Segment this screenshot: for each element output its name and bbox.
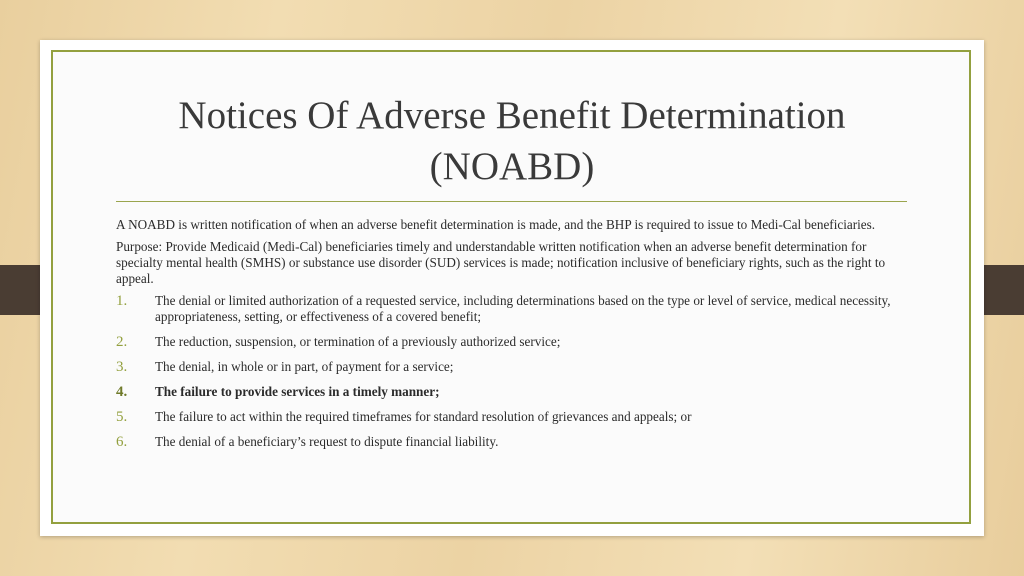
- list-text: The failure to provide services in a timely manner;: [155, 384, 440, 399]
- list-item: [116, 384, 916, 400]
- list-item: [116, 334, 916, 350]
- list-item: [116, 293, 916, 325]
- slide-title: [40, 90, 984, 192]
- list-text: The denial or limited authorization of a requested service, including determinations based on the type or level of service, medical necessity, appropriateness, setting, or effectiveness of a covered benefit;: [155, 293, 891, 324]
- purpose-paragraph: Purpose: Provide Medicaid (Medi-Cal) beneficiaries timely and understandable written notification when an adverse benefit determination for specialty mental health (SMHS) or substance use disorder (SUD) services is made; notification inclusive of beneficiary rights, such as the right to appeal.: [116, 239, 886, 286]
- list-number: 2.: [116, 334, 128, 350]
- list-number: 4.: [116, 384, 128, 400]
- list-item: [116, 434, 916, 450]
- title-line-2: (NOABD): [429, 145, 595, 188]
- list-number: 5.: [116, 409, 128, 425]
- list-text: The denial of a beneficiary’s request to dispute financial liability.: [155, 434, 499, 449]
- list-number: 6.: [116, 434, 128, 450]
- list-text: The failure to act within the required timeframes for standard resolution of grievances and appeals; or: [155, 409, 692, 424]
- list-item: [116, 409, 916, 425]
- title-line-1: Notices Of Adverse Benefit Determination: [178, 94, 846, 137]
- list-text: The reduction, suspension, or termination of a previously authorized service;: [155, 334, 561, 349]
- list-text: The denial, in whole or in part, of payment for a service;: [155, 359, 454, 374]
- slide-card: [40, 40, 984, 536]
- determination-list: [116, 293, 916, 450]
- intro-paragraph: A NOABD is written notification of when an adverse benefit determination is made, and the BHP is required to issue to Medi-Cal beneficiaries.: [116, 217, 876, 232]
- title-divider: [116, 201, 907, 202]
- list-number: 3.: [116, 359, 128, 375]
- list-number: 1.: [116, 293, 128, 309]
- list-item: [116, 359, 916, 375]
- slide-body: [116, 217, 916, 459]
